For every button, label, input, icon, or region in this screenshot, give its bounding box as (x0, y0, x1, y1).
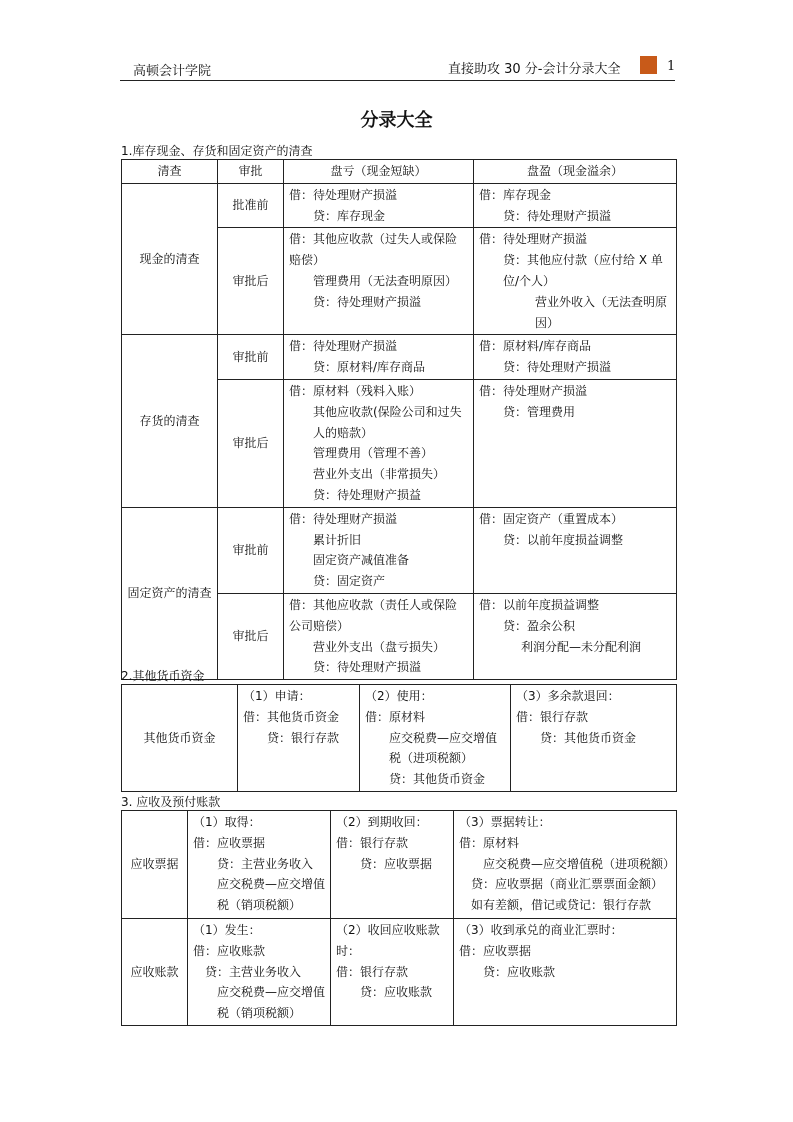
entry-line: 贷：主营业务收入 (217, 856, 314, 871)
section1-table (121, 159, 677, 680)
entry-line: 借：固定资产（重置成本） (479, 511, 624, 526)
entry-line: 贷：待处理财产损益 (313, 487, 422, 502)
section1-heading: 1.库存现金、存货和固定资产的清查 (121, 144, 313, 158)
entry-line: （2）收回应收账款时： (336, 923, 440, 958)
stage-cell: 批准前 (218, 183, 284, 228)
entry-line: 借：原材料/库存商品 (479, 339, 592, 354)
entry-line: 借：库存现金 (479, 187, 552, 202)
entry-line: 贷：库存现金 (313, 208, 386, 223)
section2-label: 其他货币资金 (122, 685, 238, 792)
entry-line: 贷：固定资产 (313, 574, 386, 589)
entry-line: 贷：原材料/库存商品 (313, 360, 426, 375)
entry-line: 借：应收账款 (193, 943, 266, 958)
stage-cell: 审批后 (218, 593, 284, 679)
gain-entry (474, 335, 677, 380)
entry-line: （3）多余款退回： (516, 689, 620, 703)
entry-line: 贷：应收票据 (360, 856, 433, 871)
header-right-text: 直接助攻 30 分-会计分录大全 (448, 62, 621, 77)
entry-line: 贷：管理费用 (503, 404, 576, 419)
header-rule (120, 80, 675, 81)
entry-line: 借：待处理财产损溢 (479, 383, 588, 398)
entry-line: 借：其他应收款（过失人或保险赔偿） (289, 232, 458, 268)
entry-line: 借：原材料（残料入账） (289, 383, 422, 398)
entry-line: 借：银行存款 (336, 835, 409, 850)
apply-entry (238, 685, 360, 792)
entry-line: 借：银行存款 (516, 709, 589, 724)
loss-entry (284, 593, 474, 679)
entry-line: 固定资产减值准备 (313, 553, 410, 568)
loss-entry (284, 183, 474, 228)
gain-entry (474, 183, 677, 228)
entry-line: 借：待处理财产损溢 (289, 511, 398, 526)
entry-line: 借：原材料 (365, 709, 426, 724)
occur-entry (188, 919, 331, 1026)
transfer-entry (454, 811, 677, 919)
entry-line: 借：待处理财产损溢 (289, 339, 398, 354)
page-title: 分录大全 (360, 110, 433, 131)
entry-line: 借：原材料 (459, 835, 520, 850)
loss-entry (284, 228, 474, 335)
group-label-fixed-assets: 固定资产的清查 (122, 507, 218, 679)
loss-entry (284, 335, 474, 380)
entry-line: 贷：应收账款 (360, 985, 433, 1000)
entry-line: （1）发生： (193, 923, 261, 937)
stage-cell: 审批前 (218, 507, 284, 593)
entry-line: 其他应收款(保险公司和过失人的赔款） (313, 404, 462, 440)
entry-line: 管理费用（无法查明原因） (313, 273, 458, 288)
gain-entry (474, 507, 677, 593)
notes-receivable-label: 应收票据 (122, 811, 188, 919)
refund-entry (511, 685, 677, 792)
entry-line: 贷：其他货币资金 (540, 730, 637, 745)
entry-line: 如有差额，借记或贷记：银行存款 (471, 898, 652, 913)
entry-line: 借：银行存款 (336, 964, 409, 979)
collect-entry (331, 919, 454, 1026)
stage-cell: 审批前 (218, 335, 284, 380)
entry-line: 贷：待处理财产损溢 (503, 208, 612, 223)
entry-line: 贷：其他应付款（应付给 X 单位/个人） (503, 253, 663, 288)
entry-line: 贷：应收票据（商业汇票票面金额） (471, 877, 664, 892)
entry-line: （3）票据转让： (459, 815, 551, 829)
stage-cell: 审批后 (218, 379, 284, 507)
section3-heading: 3. 应收及预付账款 (121, 795, 221, 809)
entry-line: 营业外支出（非常损失） (313, 467, 446, 482)
entry-line: 贷：其他货币资金 (389, 772, 486, 787)
col-header-shenpi: 审批 (218, 160, 284, 184)
gain-entry (474, 593, 677, 679)
entry-line: 借：其他货币资金 (243, 709, 340, 724)
entry-line: （1）取得： (193, 815, 261, 829)
stage-cell: 审批后 (218, 228, 284, 335)
page-number: 1 (667, 59, 676, 74)
header-left-text: 高顿会计学院 (133, 64, 212, 79)
entry-line: （2）到期收回： (336, 815, 428, 829)
entry-line: 应交税费—应交增值税（进项税额） (389, 730, 498, 766)
entry-line: （1）申请： (243, 689, 311, 703)
section2-table (121, 684, 677, 792)
entry-line: 贷：银行存款 (267, 730, 340, 745)
entry-line: 借：应收票据 (193, 835, 266, 850)
entry-line: 借：其他应收款（责任人或保险公司赔偿） (289, 597, 458, 633)
entry-line: 应交税费—应交增值税（进项税额） (483, 856, 676, 871)
entry-line: （2）使用： (365, 689, 433, 703)
accounts-receivable-label: 应收账款 (122, 919, 188, 1026)
entry-line: 借：待处理财产损溢 (479, 232, 588, 247)
loss-entry (284, 379, 474, 507)
use-entry (360, 685, 511, 792)
gain-entry (474, 379, 677, 507)
maturity-entry (331, 811, 454, 919)
header-orange-square (640, 56, 657, 74)
col-header-loss: 盘亏（现金短缺） (284, 160, 474, 184)
entry-line: 利润分配—未分配利润 (521, 639, 642, 654)
entry-line: 累计折旧 (313, 532, 362, 547)
acquire-entry (188, 811, 331, 919)
entry-line: 贷：待处理财产损溢 (313, 294, 422, 309)
group-label-cash: 现金的清查 (122, 183, 218, 335)
accept-draft-entry (454, 919, 677, 1026)
col-header-qingcha: 清查 (122, 160, 218, 184)
entry-line: 贷：以前年度损益调整 (503, 532, 624, 547)
entry-line: 贷：待处理财产损溢 (503, 360, 612, 375)
loss-entry (284, 507, 474, 593)
entry-line: 贷：主营业务收入 (205, 964, 302, 979)
col-header-gain: 盘盈（现金溢余） (474, 160, 677, 184)
group-label-inventory: 存货的清查 (122, 335, 218, 507)
entry-line: 借：待处理财产损溢 (289, 187, 398, 202)
section2-heading: 2.其他货币资金 (121, 669, 205, 683)
entry-line: 贷：应收账款 (483, 964, 556, 979)
entry-line: 贷：待处理财产损溢 (313, 660, 422, 675)
section3-table (121, 810, 677, 1026)
entry-line: 借：应收票据 (459, 943, 532, 958)
entry-line: 营业外支出（盘亏损失） (313, 639, 446, 654)
entry-line: 贷：盈余公积 (503, 618, 576, 633)
entry-line: 管理费用（管理不善） (313, 446, 434, 461)
gain-entry (474, 228, 677, 335)
entry-line: 应交税费—应交增值税（销项税额） (217, 877, 326, 913)
entry-line: （3）收到承兑的商业汇票时： (459, 923, 623, 937)
entry-line: 营业外收入（无法查明原因） (535, 294, 668, 330)
entry-line: 应交税费—应交增值税（销项税额） (217, 985, 326, 1021)
entry-line: 借：以前年度损益调整 (479, 597, 600, 612)
